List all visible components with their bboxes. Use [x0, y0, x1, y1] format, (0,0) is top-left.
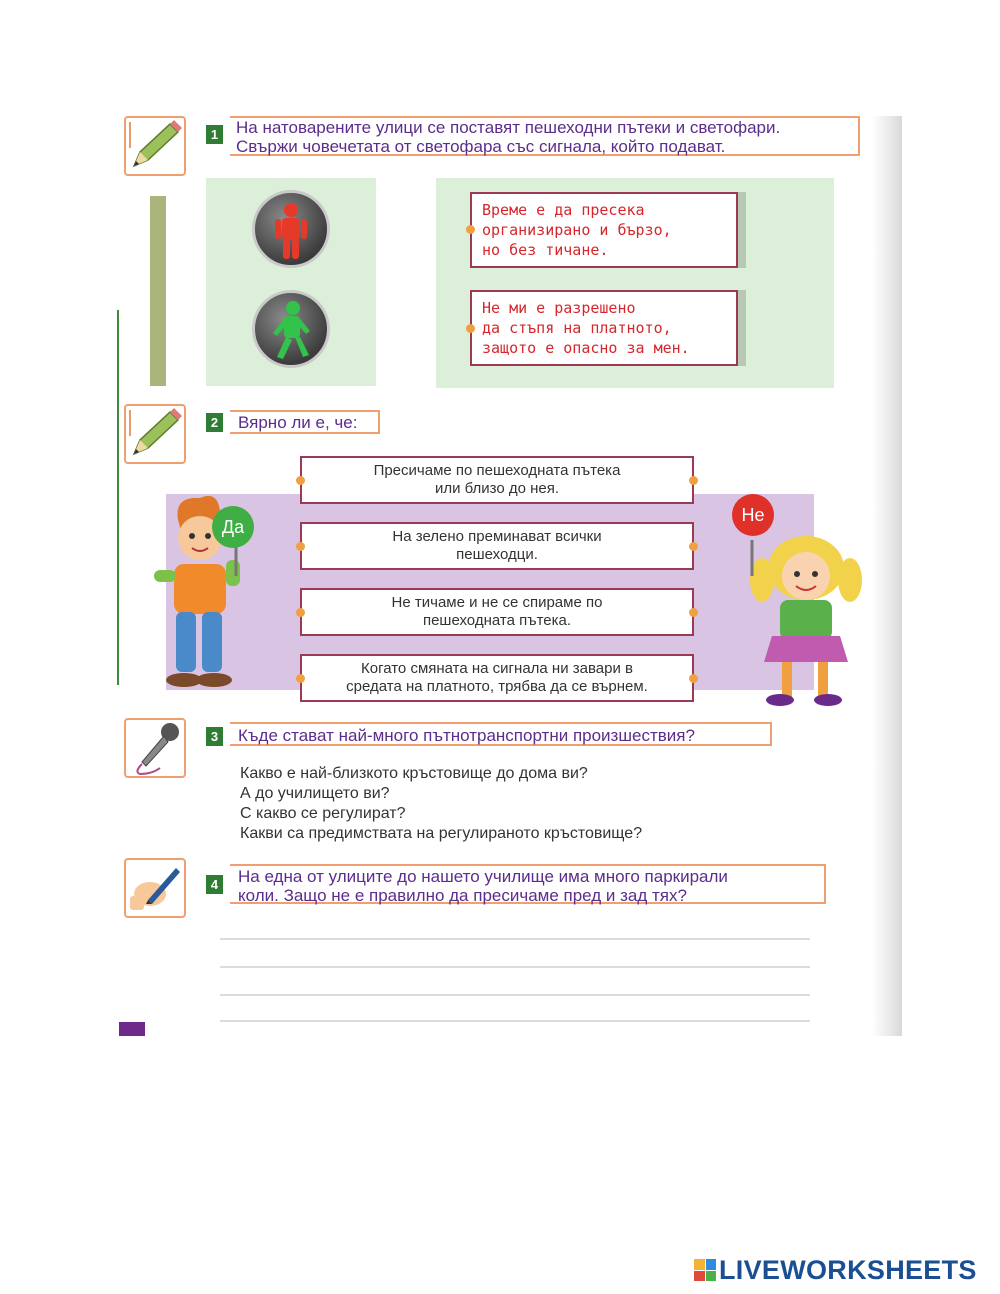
writing-hand-icon-frame: [124, 858, 186, 918]
answer-2-line-3: защото е опасно за мен.: [482, 339, 690, 357]
green-man-icon: [255, 293, 327, 365]
statement-1-line-2: или близо до нея.: [434, 480, 560, 497]
statement-1-left-dot[interactable]: [296, 476, 305, 485]
answer-1-line-2: организирано и бързо,: [482, 221, 672, 239]
task3-line-4: Какви са предимствата на регулираното кръстовище?: [240, 825, 643, 842]
task-number-3: 3: [206, 727, 223, 746]
statement-3-right-dot[interactable]: [689, 608, 698, 617]
answer-write-line-2[interactable]: [220, 966, 810, 968]
statement-1[interactable]: [300, 456, 694, 504]
task3-line-3: С какво се регулират?: [240, 805, 406, 822]
microphone-icon: [126, 720, 184, 776]
task1-question-line-1: На натоварените улици се поставят пешеходни пътеки и светофари.: [236, 118, 781, 137]
statement-1-right-dot[interactable]: [689, 476, 698, 485]
task2-question: Вярно ли е, че:: [238, 413, 358, 432]
answer-2-line-2: да стъпя на платното,: [482, 319, 672, 337]
statement-1-line-1: Пресичаме по пешеходната пътека: [373, 462, 621, 479]
statement-3-line-1: Не тичаме и не се спираме по: [391, 594, 603, 611]
task1-question: [236, 118, 780, 156]
no-sign: Не: [732, 494, 774, 536]
task-number-1: 1: [206, 125, 223, 144]
task4-question-line-1: На една от улиците до нашето училище има много паркирали: [238, 867, 728, 886]
pencil-icon-frame: [124, 116, 186, 176]
task-number-2: 2: [206, 413, 223, 432]
pencil-icon: [126, 406, 184, 462]
pencil-icon: [126, 118, 184, 174]
task4-question-line-2: коли. Защо не е правилно да пресичаме пред и зад тях?: [238, 886, 687, 905]
statement-2-line-2: пешеходци.: [456, 546, 538, 563]
liveworksheets-logo-mark: [694, 1259, 716, 1281]
statement-2-line-1: На зелено преминават всички: [392, 528, 602, 545]
answer-1-connector-dot[interactable]: [466, 225, 475, 234]
statement-3-left-dot[interactable]: [296, 608, 305, 617]
liveworksheets-logo: [694, 1255, 977, 1285]
brand-name: LIVEWORKSHEETS: [719, 1254, 977, 1285]
yes-sign: Да: [212, 506, 254, 548]
left-margin-rule: [117, 310, 119, 685]
page-corner-tab: [119, 1022, 145, 1036]
green-pedestrian-light[interactable]: [252, 290, 330, 368]
statement-4[interactable]: [300, 654, 694, 702]
task3-line-1: Какво е най-близкото кръстовище до дома ви?: [240, 765, 588, 782]
statement-4-left-dot[interactable]: [296, 674, 305, 683]
task1-question-line-2: Свържи човечетата от светофара със сигнала, който подават.: [236, 137, 726, 156]
task-number-4: 4: [206, 875, 223, 894]
statement-2-left-dot[interactable]: [296, 542, 305, 551]
answer-card-cross[interactable]: [470, 192, 738, 268]
answer-write-line-4[interactable]: [220, 1020, 810, 1022]
statement-2[interactable]: [300, 522, 694, 570]
statement-3[interactable]: [300, 588, 694, 636]
decorative-side-bar: [150, 196, 166, 386]
pencil-icon-frame-2: [124, 404, 186, 464]
statement-3-line-2: пешеходната пътека.: [422, 612, 572, 629]
answer-write-line-3[interactable]: [220, 994, 810, 996]
statement-4-right-dot[interactable]: [689, 674, 698, 683]
answer-1-line-1: Време е да пресека: [482, 201, 645, 219]
answer-card-wait[interactable]: [470, 290, 738, 366]
microphone-icon-frame: [124, 718, 186, 778]
statement-4-line-1: Когато смяната на сигнала ни завари в: [361, 660, 633, 677]
statement-2-right-dot[interactable]: [689, 542, 698, 551]
task4-question: [238, 867, 728, 905]
answer-write-line-1[interactable]: [220, 938, 810, 940]
red-pedestrian-light[interactable]: [252, 190, 330, 268]
writing-hand-icon: [126, 860, 184, 916]
girl-illustration: [732, 516, 882, 706]
answer-2-line-1: Не ми е разрешено: [482, 299, 636, 317]
answer-1-line-3: но без тичане.: [482, 241, 609, 259]
task3-line-2: А до училището ви?: [240, 785, 390, 802]
answer-2-connector-dot[interactable]: [466, 324, 475, 333]
statement-4-line-2: средата на платното, трябва да се върнем.: [346, 678, 648, 695]
task3-prompt-list: [240, 764, 642, 844]
task3-question: Къде стават най-много пътнотранспортни произшествия?: [238, 726, 695, 745]
red-man-icon: [255, 193, 327, 265]
